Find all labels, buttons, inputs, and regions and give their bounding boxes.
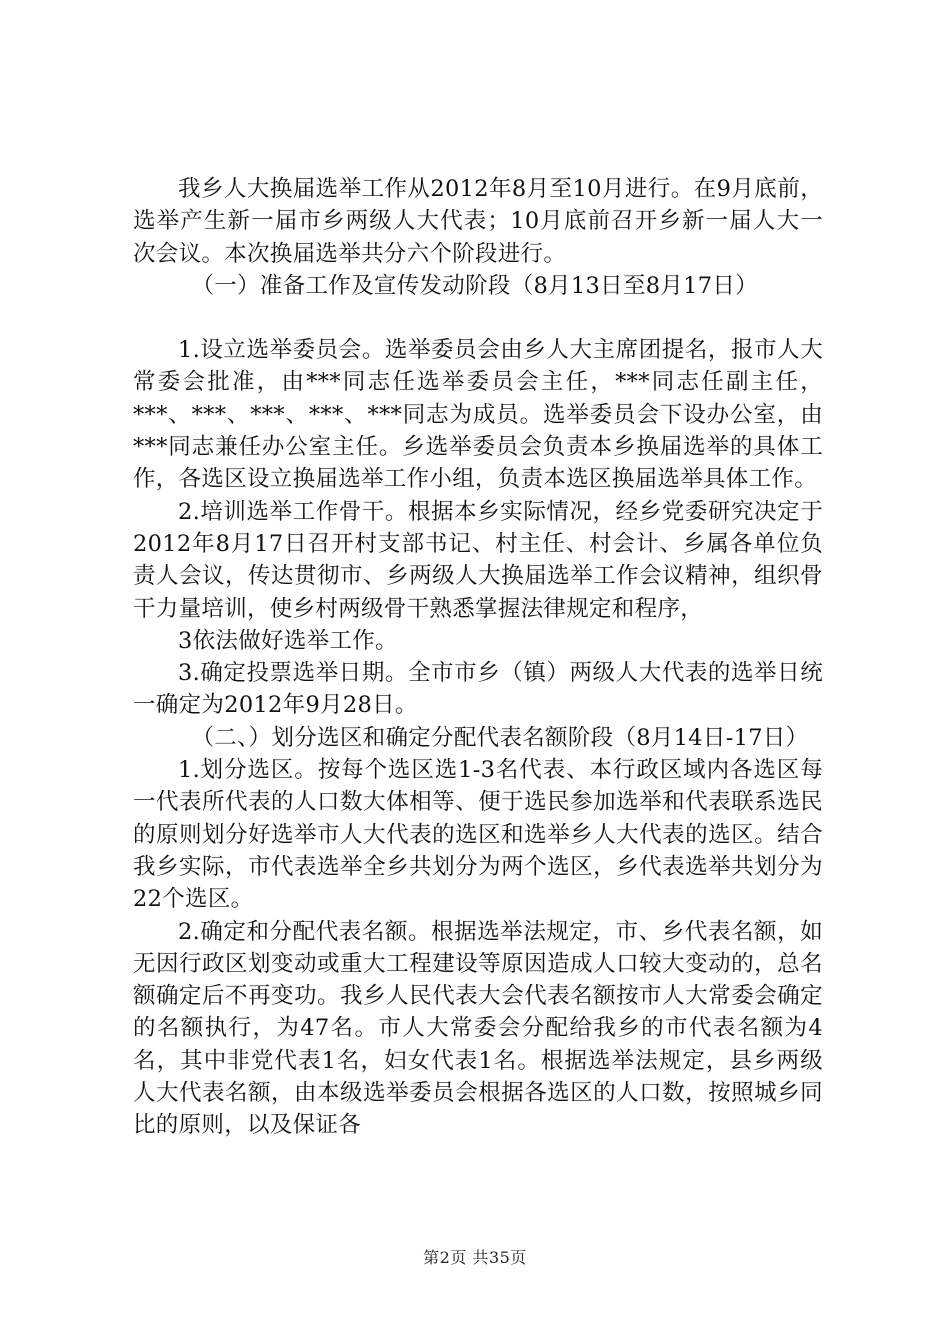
page-footer: 第2页 共35页 [423,1248,527,1267]
paragraph-stage-1-item-1: 1.设立选举委员会。选举委员会由乡人大主席团提名，报市人大常委会批准，由***同志任选举委员会主任，***同志任副主任，***、***、***、***、***同志为成员。选举委员会下设办公室，由***同志兼任办公室主任。乡选举委员会负责本乡换届选举的具体工作，各选区设立换届选举工作小组，负责本选区换届选举具体工作。 [133,337,823,493]
paragraph-stage-1-item-3a: 3依法做好选举工作。 [178,627,398,654]
paragraph-intro: 我乡人大换届选举工作从2012年8月至10月进行。在9月底前，选举产生新一届市乡两级人大代表；10月底前召开乡新一届人大一次会议。本次换届选举共分六个阶段进行。 [133,176,823,267]
paragraph-stage-1-item-2: 2.培训选举工作骨干。根据本乡实际情况，经乡党委研究决定于2012年8月17日召开村支部书记、村主任、村会计、乡属各单位负责人会议，传达贯彻市、乡两级人大换届选举工作会议精神，组织骨干力量培训，使乡村两级骨干熟悉掌握法律规定和程序， [133,498,823,622]
paragraph-stage-2-item-2: 2.确定和分配代表名额。根据选举法规定，市、乡代表名额，如无因行政区划变动或重大工程建设等原因造成人口较大变动的，总名额确定后不再变功。我乡人民代表大会代表名额按市人大常委会确定的名额执行，为47名。市人大常委会分配给我乡的市代表名额为4名，其中非党代表1名，妇女代表1名。根据选举法规定，县乡两级人大代表名额，由本级选举委员会根据各选区的人口数，按照城乡同比的原则，以及保证各 [133,918,823,1139]
section-heading-stage-1: （一）准备工作及宣传发动阶段（8月13日至8月17日） [191,272,758,299]
section-heading-stage-2: （二、）划分选区和确定分配代表名额阶段（8月14日-17日） [191,724,809,751]
paragraph-stage-2-item-1: 1.划分选区。按每个选区选1-3名代表、本行政区域内各选区每一代表所代表的人口数大体相等、便于选民参加选举和代表联系选民的原则划分好选举市人大代表的选区和选举乡人大代表的选区。结合我乡实际，市代表选举全乡共划分为两个选区，乡代表选举共划分为22个选区。 [133,757,823,913]
paragraph-stage-1-item-3b: 3.确定投票选举日期。全市市乡（镇）两级人大代表的选举日统一确定为2012年9月28日。 [133,660,823,719]
document-body [133,173,823,1142]
